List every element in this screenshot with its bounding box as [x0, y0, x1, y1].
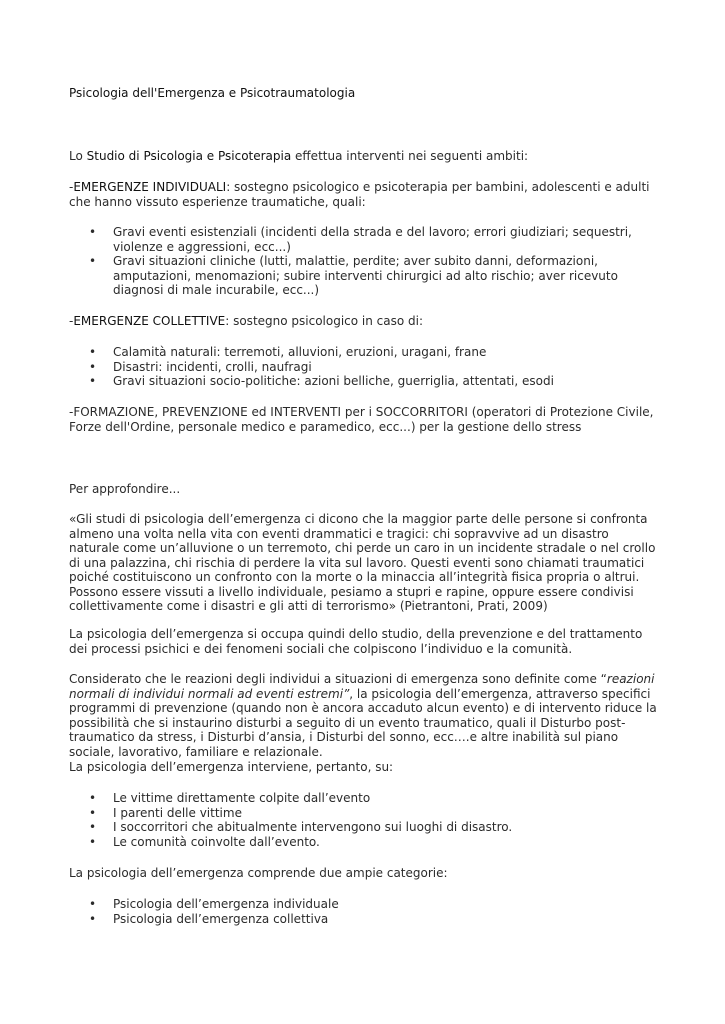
- bullet-icon: •: [89, 805, 97, 820]
- emergenza-definition-paragraph: La psicologia dell’emergenza si occupa quindi dello studio, della prevenzione e del trattamento dei processi psichici e dei fenomeni sociali che colpiscono l’individuo e la comunità.: [69, 627, 643, 656]
- list-item: [69, 345, 659, 360]
- list-item: [69, 912, 659, 927]
- bullet-icon: •: [89, 225, 97, 239]
- bullet-icon: •: [89, 254, 97, 268]
- list-item: [69, 820, 659, 835]
- collettive-paragraph: [69, 314, 659, 329]
- list-item: [69, 374, 659, 389]
- bullet-icon: •: [89, 897, 97, 911]
- list-item: [69, 897, 659, 912]
- list-item-text: Le vittime direttamente colpite dall’evento: [113, 791, 371, 805]
- reazioni-italic: reazioni normali di individui normali ad eventi estremi”: [69, 672, 655, 701]
- collettive-dash: -: [69, 314, 74, 328]
- formazione-paragraph: -FORMAZIONE, PREVENZIONE ed INTERVENTI per i SOCCORRITORI (operatori di Protezione Civile, Forze dell'Ordine, personale medico e paramedico, ecc...) per la gestione dello stress: [69, 405, 654, 434]
- individuali-dash: -: [69, 180, 74, 194]
- categorie-list: [69, 897, 659, 926]
- interviene-paragraph: La psicologia dell’emergenza interviene, pertanto, su:: [69, 760, 394, 774]
- collettive-text: : sostegno psicologico in caso di:: [225, 314, 424, 328]
- individuali-label: EMERGENZE INDIVIDUALI: [73, 180, 227, 194]
- approfondire-heading: Per approfondire...: [69, 482, 181, 496]
- intro-paragraph: [69, 149, 659, 164]
- bullet-icon: •: [89, 345, 97, 359]
- list-item: [69, 225, 659, 254]
- list-item: [69, 360, 659, 375]
- list-item: [69, 835, 659, 850]
- individuali-paragraph: [69, 180, 659, 209]
- document-title: Psicologia dell'Emergenza e Psicotraumatologia: [69, 86, 356, 100]
- intro-prefix: Lo: [69, 149, 87, 163]
- bullet-icon: •: [89, 820, 97, 834]
- studio-name: Studio di Psicologia e Psicoterapia: [86, 149, 292, 163]
- list-item-text: Calamità naturali: terremoti, alluvioni, eruzioni, uragani, frane: [113, 345, 487, 359]
- bullet-icon: •: [89, 374, 97, 388]
- bullet-icon: •: [89, 791, 97, 805]
- list-item-text: Le comunità coinvolte dall’evento.: [113, 834, 320, 849]
- bullet-icon: •: [89, 359, 97, 374]
- individuali-list: [69, 225, 659, 298]
- reazioni-paragraph: [69, 672, 659, 759]
- list-item-text: Gravi situazioni cliniche (lutti, malattie, perdite; aver subito danni, deformazioni, amputazioni, menomazioni; subire interventi chirurgici ad alto rischio; aver ricevuto diagnosi di male incurabile, ecc...): [113, 254, 618, 297]
- list-item-text: I soccorritori che abitualmente intervengono sui luoghi di disastro.: [113, 820, 513, 834]
- intro-suffix: effettua interventi nei seguenti ambiti:: [291, 149, 529, 163]
- bullet-icon: •: [89, 911, 97, 926]
- categorie-paragraph: La psicologia dell’emergenza comprende due ampie categorie:: [69, 866, 448, 880]
- bullet-icon: •: [89, 834, 97, 849]
- list-item-text: I parenti delle vittime: [113, 805, 242, 820]
- list-item-text: Gravi eventi esistenziali (incidenti della strada e del lavoro; errori giudiziari; sequestri, violenze e aggressioni, ecc...): [113, 225, 632, 254]
- list-item: [69, 806, 659, 821]
- reazioni-before: Considerato che le reazioni degli individui a situazioni di emergenza sono definite come “: [69, 672, 607, 686]
- list-item-text: Disastri: incidenti, crolli, naufragi: [113, 359, 312, 374]
- list-item-text: Gravi situazioni socio-politiche: azioni belliche, guerriglia, attentati, esodi: [113, 374, 554, 388]
- list-item-text: Psicologia dell’emergenza collettiva: [113, 911, 329, 926]
- list-item: [69, 791, 659, 806]
- reazioni-after: , la psicologia dell’emergenza, attraverso specifici programmi di prevenzione (quando non è ancora accaduto alcun evento) e di intervento riduce la possibilità che si instaurino disturbi a seguito di un evento traumatico, quali il Disturbo post-traumatico da stress, i Disturbi d’ansia, i Disturbi del sonno, ecc….e altre inabilità sul piano sociale, lavorativo, familiare e relazionale.: [69, 686, 657, 759]
- individuali-text: : sostegno psicologico e psicoterapia per bambini, adolescenti e adulti che hanno vissuto esperienze traumatiche, quali:: [69, 180, 650, 209]
- quote-paragraph: «Gli studi di psicologia dell’emergenza ci dicono che la maggior parte delle persone si confronta almeno una volta nella vita con eventi drammatici e tragici: chi sopravvive ad un disastro naturale come un’alluvione o un terremoto, chi perde un caro in un incidente stradale o nel crollo di una palazzina, chi rischia di perdere la vita sul lavoro. Questi eventi sono chiamati traumatici poiché costituiscono un confronto con la morte o la minaccia all’integrità fisica propria o altrui. Possono essere vissuti a livello individuale, pesiamo a stupri e rapine, oppure essere condivisi collettivamente come i disastri e gli atti di terrorismo» (Pietrantoni, Prati, 2009): [69, 512, 656, 613]
- collettive-label: EMERGENZE COLLETTIVE: [73, 314, 226, 328]
- collettive-list: [69, 345, 659, 389]
- list-item: [69, 254, 659, 298]
- list-item-text: Psicologia dell’emergenza individuale: [113, 897, 339, 911]
- interviene-list: [69, 791, 659, 849]
